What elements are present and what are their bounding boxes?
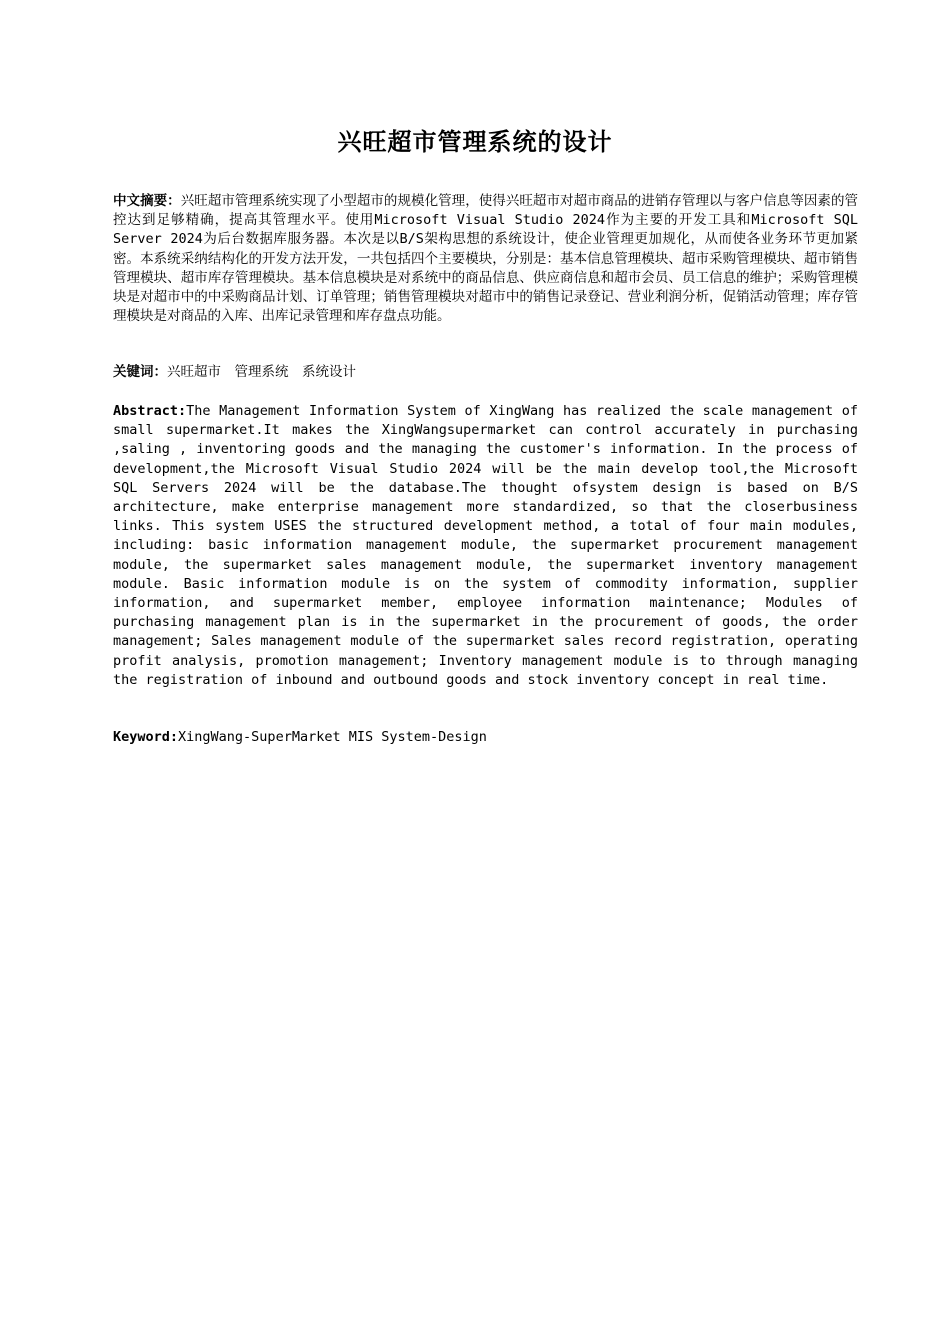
paper-title: 兴旺超市管理系统的设计 xyxy=(337,127,613,156)
chinese-abstract-text: 兴旺超市管理系统实现了小型超市的规模化管理，使得兴旺超市对超市商品的进销存管理以与客户信息等因素的管控达到足够精确，提高其管理水平。使用Microsoft Visual Studio 2024作为主要的开发工具和Microsoft SQL Server 2024为后台数据库服务器。本次是以B/S架构思想的系统设计，使企业管理更加规化，从而使各业务环节更加紧密。本系统采纳结构化的开发方法开发，一共包括四个主要模块，分别是：基本信息管理模块、超市采购管理模块、超市销售管理模块、超市库存管理模块。基本信息模块是对系统中的商品信息、供应商信息和超市会员、员工信息的维护；采购管理模块是对超市中的中采购商品计划、订单管理；销售管理模块对超市中的销售记录登记、营业利润分析，促销活动管理；库存管理模块是对商品的入库、出库记录管理和库存盘点功能。 xyxy=(113,193,859,325)
chinese-keywords-label: 关键词： xyxy=(113,364,167,380)
chinese-abstract-label: 中文摘要： xyxy=(113,193,181,209)
chinese-keywords-text: 兴旺超市 管理系统 系统设计 xyxy=(167,364,356,380)
english-abstract xyxy=(113,402,858,690)
english-keywords xyxy=(113,728,858,747)
english-keywords-label: Keyword: xyxy=(113,729,179,745)
chinese-keywords xyxy=(113,363,858,382)
english-abstract-text: The Management Information System of XingWang has realized the scale management of small supermarket.It makes the XingWangsupermarket can control accurately in purchasing ,saling , inventoring goods and the managing the customer's information. In the process of development,the Microsoft Visual Studio 2024 will be the main develop tool,the Microsoft SQL Servers 2024 will be the database.The thought ofsystem design is based on B/S architecture, make enterprise management more standardized, so that the closerbusiness links. This system USES the structured development method, a total of four main modules, including: basic information management module, the supermarket procurement management module, the supermarket sales management module, the supermarket inventory management module. Basic information module is on the system of commodity information, supplier information, and supermarket member, employee information maintenance; Modules of purchasing management plan is in the supermarket in the procurement of goods, the order management; Sales management module of the supermarket sales record registration, operating profit analysis, promotion management; Inventory management module is to through managing the registration of inbound and outbound goods and stock inventory concept in real time. xyxy=(113,403,858,688)
english-abstract-label: Abstract: xyxy=(113,403,187,419)
chinese-abstract xyxy=(113,192,858,326)
english-keywords-text: XingWang-SuperMarket MIS System-Design xyxy=(178,729,487,745)
